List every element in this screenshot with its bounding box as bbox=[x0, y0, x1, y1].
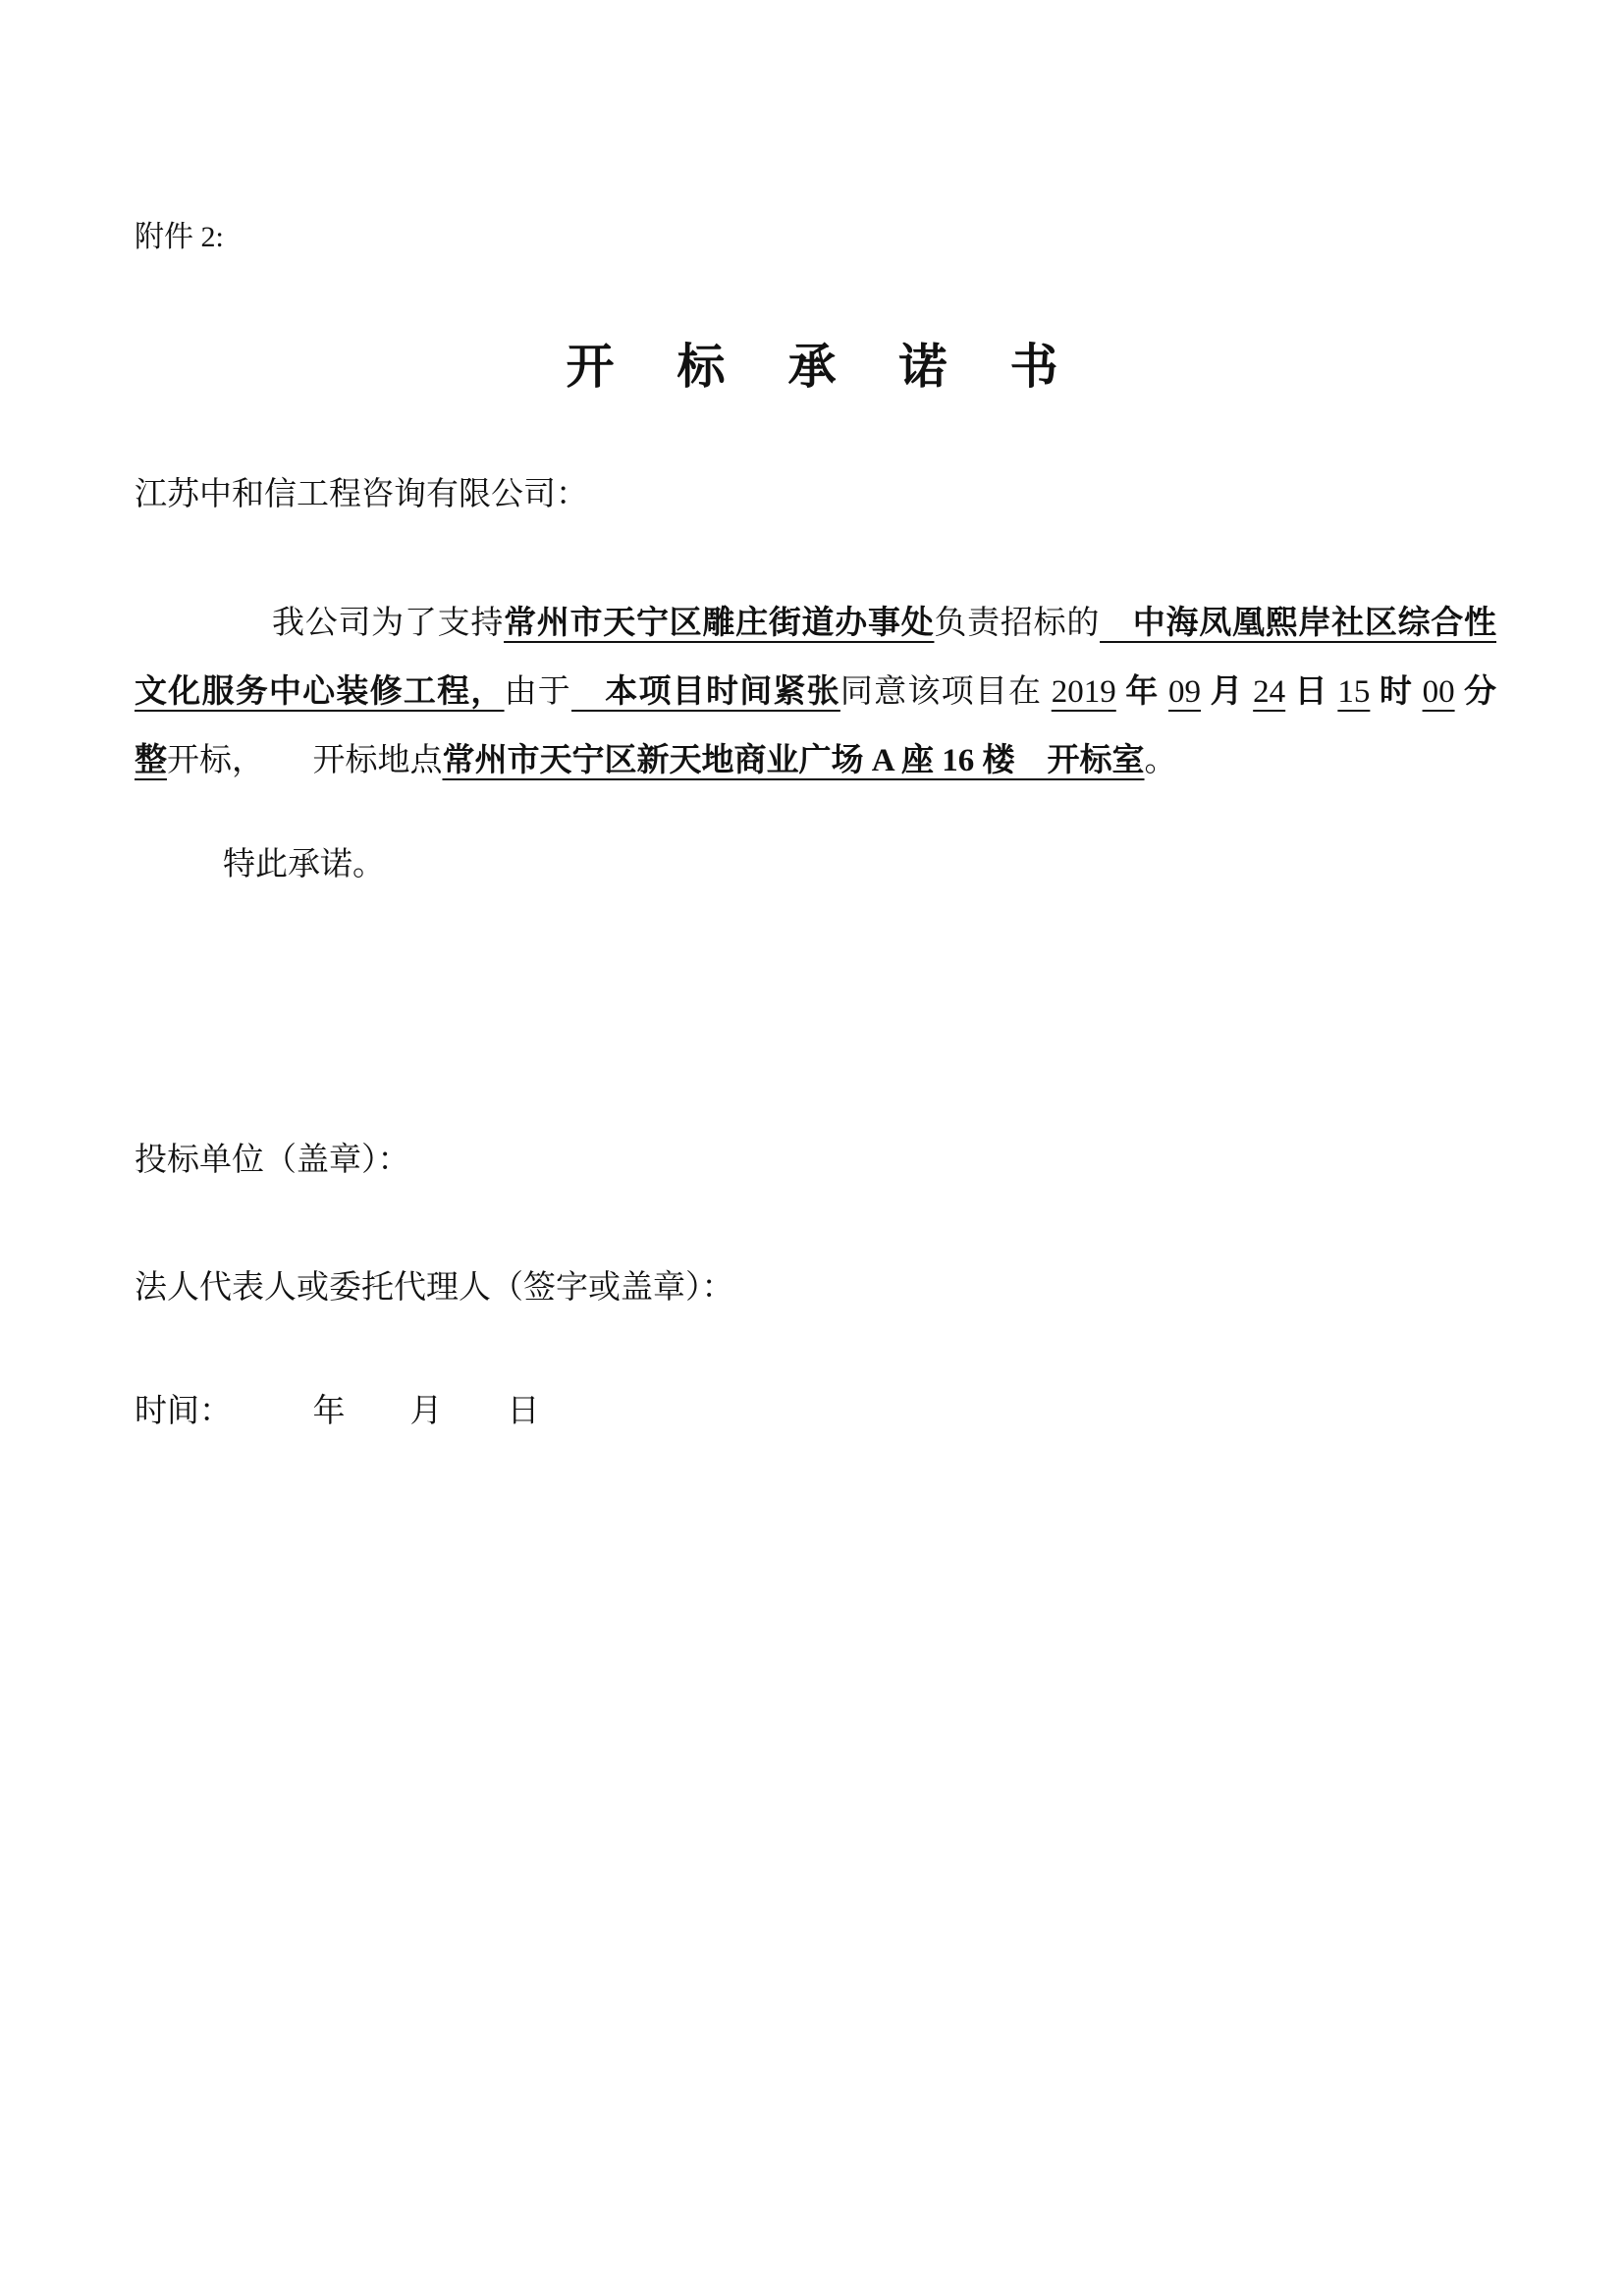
legal-rep-signature-label: 法人代表人或委托代理人（签字或盖章）： bbox=[135, 1270, 734, 1306]
paragraph-text: 同意该项目在 bbox=[839, 674, 1052, 710]
promise-statement: 特此承诺。 bbox=[223, 847, 385, 882]
paragraph-text: 由于 bbox=[504, 674, 572, 710]
paragraph-line bbox=[135, 658, 1496, 726]
paragraph-text: 日 bbox=[1285, 674, 1338, 710]
paragraph-text: 时 bbox=[1370, 674, 1423, 710]
paragraph-text: 分 bbox=[1454, 674, 1497, 710]
paragraph-line bbox=[135, 589, 1496, 658]
attachment-label: 附件 2: bbox=[135, 221, 224, 253]
filled-blank-text: 常州市天宁区雕庄街道办事处 bbox=[504, 606, 935, 641]
bidder-seal-label: 投标单位（盖章）： bbox=[135, 1143, 410, 1178]
filled-blank-text: 文化服务中心装修工程， bbox=[135, 674, 505, 710]
date-line: 时间： 年 月 日 bbox=[135, 1394, 540, 1429]
paragraph-text: 。 bbox=[1144, 743, 1177, 778]
filled-blank-text: 常州市天宁区新天地商业广场 A 座 16 楼 开标室 bbox=[442, 743, 1145, 778]
paragraph-text: 我公司为了支持 bbox=[272, 606, 505, 641]
filled-blank-text: 15 bbox=[1337, 674, 1371, 710]
filled-blank-text: 24 bbox=[1253, 674, 1286, 710]
paragraph-text: 负责招标的 bbox=[934, 606, 1101, 641]
filled-blank-text: 00 bbox=[1422, 674, 1455, 710]
paragraph-text: 月 bbox=[1200, 674, 1254, 710]
filled-blank-text: 整 bbox=[135, 743, 167, 778]
commitment-paragraph bbox=[135, 589, 1496, 795]
filled-blank-text: 09 bbox=[1167, 674, 1201, 710]
addressee-line: 江苏中和信工程咨询有限公司： bbox=[135, 477, 588, 512]
filled-blank-text: 2019 bbox=[1051, 674, 1116, 710]
paragraph-text: 年 bbox=[1115, 674, 1168, 710]
filled-blank-text: 本项目时间紧张 bbox=[571, 674, 840, 710]
document-title: 开标承诺书 bbox=[566, 340, 1121, 394]
paragraph-line bbox=[135, 726, 1496, 795]
filled-blank-text: 中海凤凰熙岸社区综合性 bbox=[1100, 606, 1497, 641]
paragraph-text: 开标， 开标地点 bbox=[167, 743, 443, 778]
